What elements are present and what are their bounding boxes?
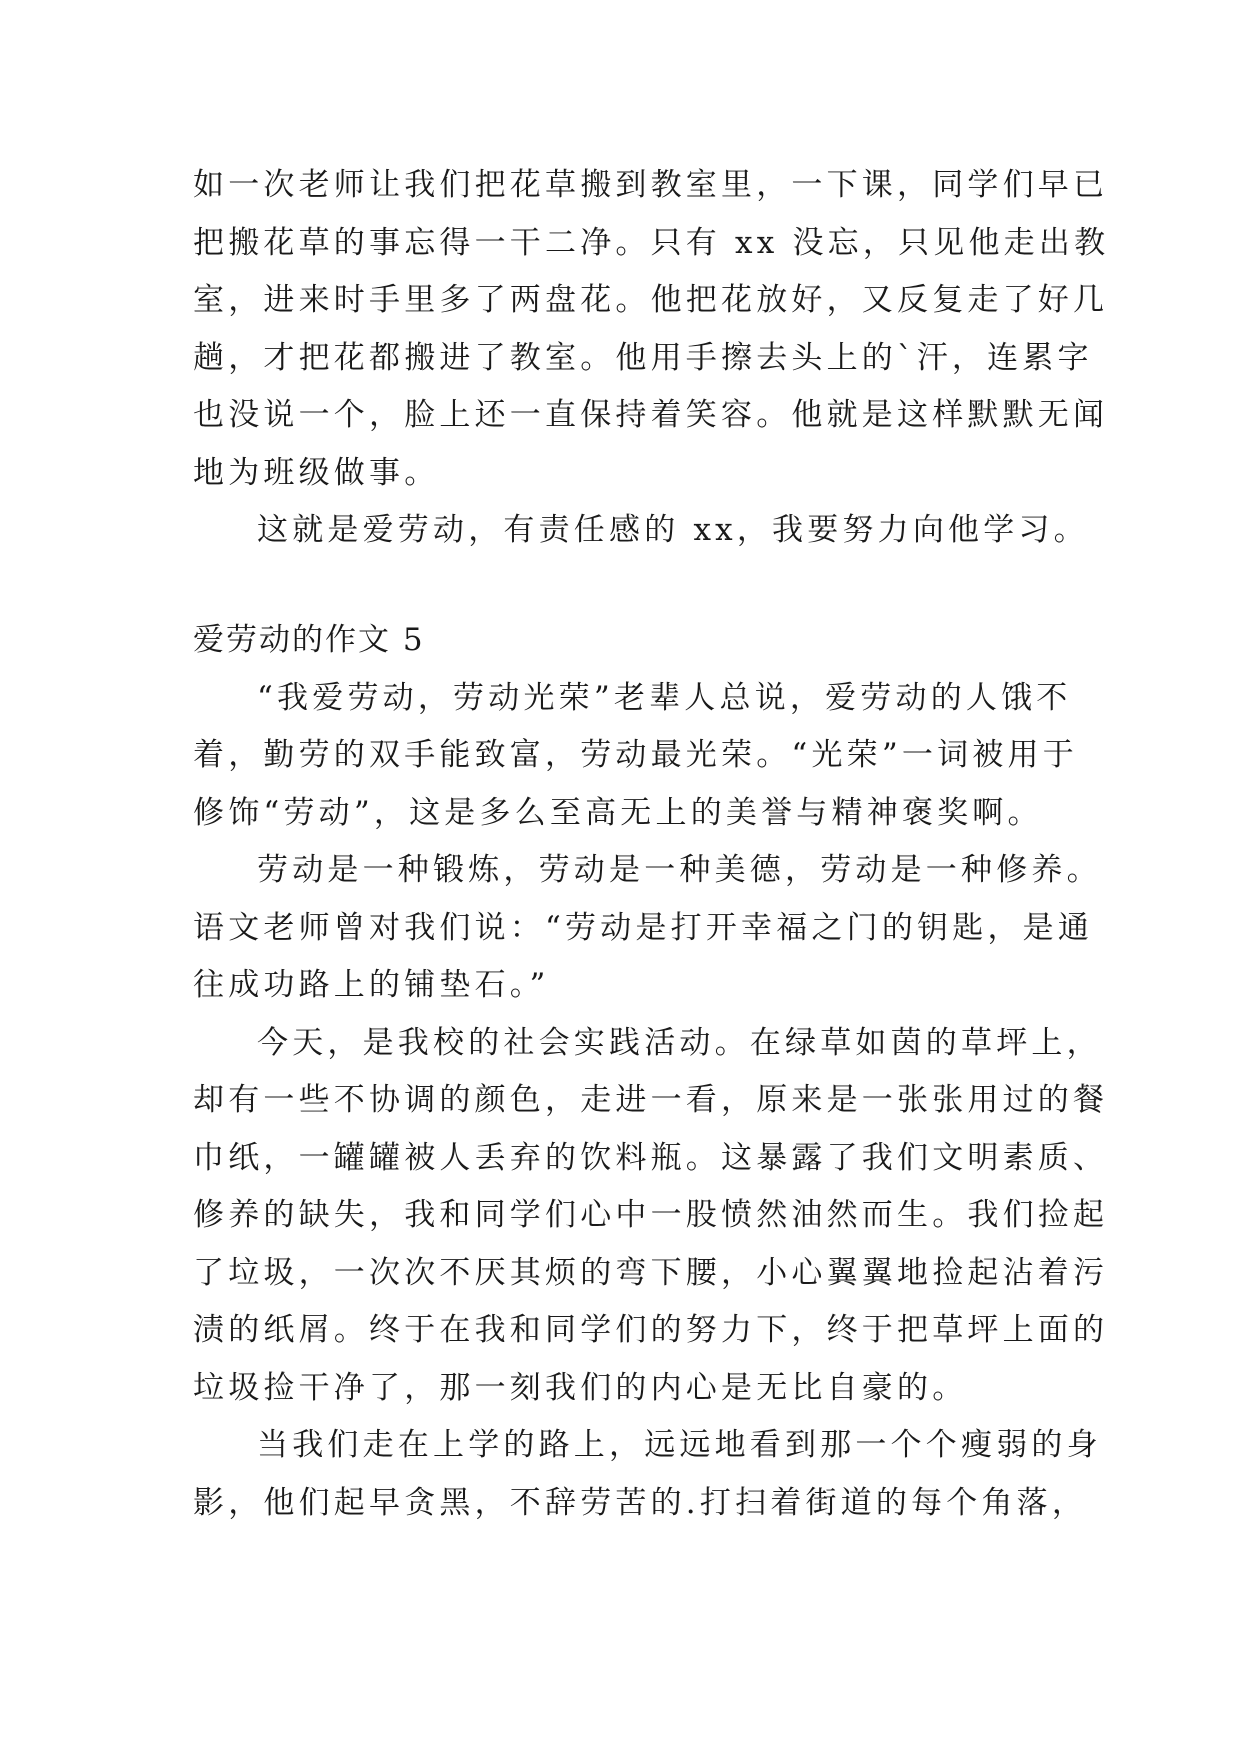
text-line: 渍的纸屑。终于在我和同学们的努力下，终于把草坪上面的 (193, 1312, 1109, 1348)
text-line: 地为班级做事。 (193, 454, 440, 491)
paragraph (193, 157, 1110, 502)
text-line: 也没说一个，脸上还一直保持着笑容。他就是这样默默无闻 (193, 397, 1109, 433)
text-line: 室，进来时手里多了两盘花。他把花放好，又反复走了好几 (193, 282, 1109, 318)
paragraph (193, 670, 1078, 843)
paragraph (193, 842, 1102, 1015)
text-line: 往成功路上的铺垫石。” (193, 967, 550, 1003)
text-line: 却有一些不协调的颜色，走进一看，原来是一张张用过的餐 (193, 1082, 1109, 1118)
section-heading: 爱劳动的作文 5 (193, 622, 425, 658)
text-line: 语文老师曾对我们说：“劳动是打开幸福之门的钥匙，是通 (193, 909, 1094, 946)
paragraph (193, 1015, 1109, 1418)
text-line: 影，他们起早贪黑，不辞劳苦的.打扫着街道的每个角落， (193, 1484, 1088, 1521)
text-line: 把搬花草的事忘得一干二净。只有 xx 没忘，只见他走出教 (193, 224, 1110, 261)
text-line: 当我们走在上学的路上，远远地看到那一个个瘦弱的身 (257, 1427, 1102, 1463)
text-line: 趟，才把花都搬进了教室。他用手擦去头上的`汗，连累字 (193, 339, 1093, 376)
text-line: 修饰“劳动”，这是多么至高无上的美誉与精神褒奖啊。 (193, 794, 1043, 831)
text-line: 着，勤劳的双手能致富，劳动最光荣。“光荣”一词被用于 (193, 737, 1078, 773)
text-line: 垃圾捡干净了，那一刻我们的内心是无比自豪的。 (193, 1369, 968, 1406)
text-line: 今天，是我校的社会实践活动。在绿草如茵的草坪上， (257, 1024, 1102, 1061)
text-line: 如一次老师让我们把花草搬到教室里，一下课，同学们早已 (193, 167, 1109, 203)
text-line: “我爱劳动，劳动光荣”老辈人总说，爱劳动的人饿不 (257, 679, 1072, 716)
text-line: 这就是爱劳动，有责任感的 xx，我要努力向他学习。 (257, 512, 1089, 548)
essay-5 (193, 612, 1109, 1532)
text-line: 劳动是一种锻炼，劳动是一种美德，劳动是一种修养。 (257, 852, 1102, 888)
paragraph (193, 502, 1089, 560)
text-line: 巾纸，一罐罐被人丢弃的饮料瓶。这暴露了我们文明素质、 (193, 1139, 1109, 1176)
essay-continuation (193, 157, 1110, 560)
text-line: 了垃圾，一次次不厌其烦的弯下腰，小心翼翼地捡起沾着污 (193, 1254, 1109, 1291)
text-line: 修养的缺失，我和同学们心中一股愤然油然而生。我们捡起 (193, 1197, 1109, 1233)
paragraph (193, 1417, 1102, 1532)
